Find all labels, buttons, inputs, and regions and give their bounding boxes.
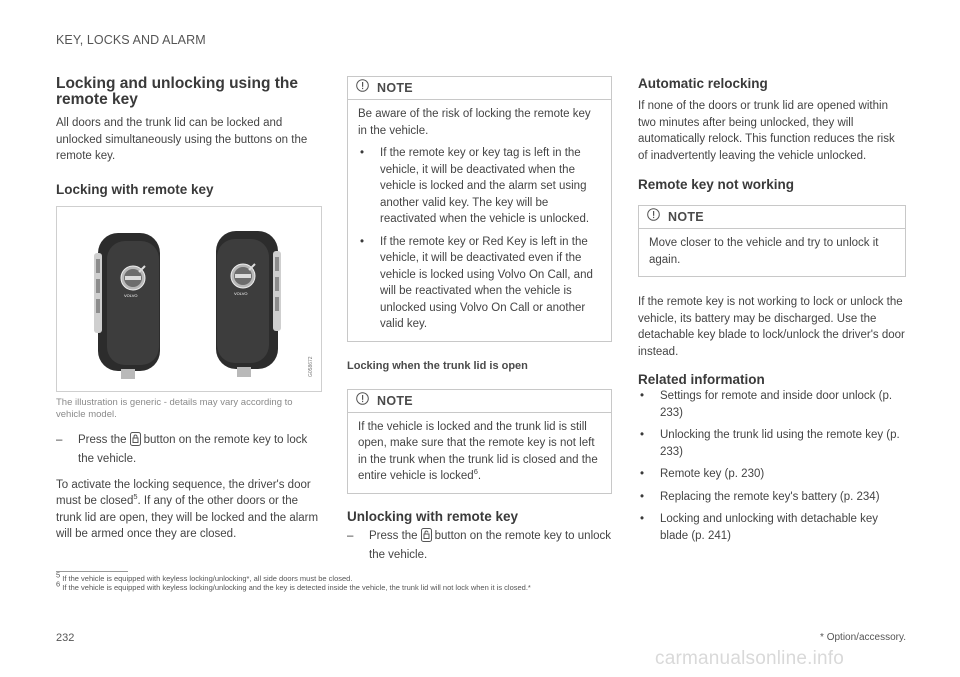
note-warning-icon	[647, 208, 660, 226]
note-text: Move closer to the vehicle and try to unlock it again.	[649, 237, 879, 266]
subheading-locking: Locking with remote key	[56, 181, 214, 197]
footnote-ref-5: 5	[133, 492, 138, 502]
auto-relock-text: If none of the doors or trunk lid are opened within two minutes after being unlocked, they will automatically relock. This function reduces the risk of inadvertently leaving the vehicle unlocked.	[638, 100, 895, 162]
note-header	[348, 77, 611, 100]
note-header	[639, 206, 905, 229]
footnote-6	[56, 579, 916, 592]
footnotes	[56, 570, 916, 592]
related-item[interactable]: • Locking and unlocking with detachable key blade (p. 241)	[638, 511, 906, 544]
locking-text-part2: . If any of the other doors or the trunk lid are open, they will be locked and the alarm will be armed once they are closed.	[56, 495, 319, 540]
remote-key-illustration	[56, 206, 322, 392]
note-box-3	[638, 205, 906, 277]
subheading-related: Related information	[638, 372, 765, 387]
page-header: KEY, LOCKS AND ALARM	[56, 33, 206, 47]
figure-code: G058672	[308, 355, 314, 377]
step-dash: –	[56, 433, 63, 446]
unlock-step-prefix: Press the	[369, 529, 418, 542]
note-title: NOTE	[377, 393, 413, 408]
footnote-text: If the vehicle is equipped with keyless locking/unlocking*, all side doors must be closed.	[62, 574, 353, 583]
note-body	[348, 413, 611, 493]
related-link[interactable]: Locking and unlocking with detachable key blade (p. 241)	[660, 513, 879, 542]
key-not-working-text: If the remote key is not working to lock or unlock the vehicle, its battery may be discharged. Use the detachable key blade to lock/unlock the driver's door instead.	[638, 296, 905, 358]
key-emblem-right: VOLVO	[234, 290, 248, 296]
related-list	[638, 388, 906, 544]
note-bullet-text: If the remote key or Red Key is left in the vehicle, it will be deactivated even if the vehicle is locked using Volvo On Call, and will be reactivated when the vehicle is unlocked using Volvo On Call or another valid key.	[380, 235, 593, 330]
unlock-step-text	[369, 528, 612, 564]
note-bullet: • If the remote key or key tag is left in the vehicle, it will be deactivated when the vehicle is locked and the alarm set using another valid key. The key will be reactivated when the vehicle is unlocked.	[358, 145, 601, 228]
lock-step-prefix: Press the	[78, 433, 127, 446]
subheading-key-not-working: Remote key not working	[638, 177, 795, 192]
option-accessory-note: * Option/accessory.	[820, 632, 906, 643]
note-body	[639, 229, 905, 276]
column-3	[638, 76, 906, 544]
related-item[interactable]: • Remote key (p. 230)	[638, 466, 906, 483]
locking-text-part1: To activate the locking sequence, the driver's door must be closed	[56, 478, 311, 507]
related-link[interactable]: Remote key (p. 230)	[660, 468, 765, 480]
lock-key-icon	[130, 432, 141, 452]
related-link[interactable]: Settings for remote and inside door unlock (p. 233)	[660, 390, 893, 419]
note-text: Be aware of the risk of locking the remote key in the vehicle.	[358, 108, 591, 137]
subheading-auto-relock: Automatic relocking	[638, 76, 768, 91]
lock-step-suffix: button on the remote key to lock the vehicle.	[78, 433, 308, 465]
column-2	[347, 76, 612, 564]
related-link[interactable]: Unlocking the trunk lid using the remote key (p. 233)	[660, 429, 900, 458]
note-bullet: • If the remote key or Red Key is left in the vehicle, it will be deactivated even if the vehicle is locked using Volvo On Call, and will be reactivated when the vehicle is unlocked using Volvo On Call or another valid key.	[358, 234, 601, 333]
note-text	[358, 419, 601, 485]
footnote-5	[56, 570, 916, 583]
note-warning-icon	[356, 79, 369, 97]
note-header	[348, 390, 611, 413]
unlock-step	[347, 528, 612, 564]
note-text-main: If the vehicle is locked and the trunk lid is still open, make sure that the remote key is not left in the trunk when the trunk lid is closed and the entire vehicle is locked	[358, 420, 598, 482]
note-warning-icon	[356, 392, 369, 410]
note-box-1	[347, 76, 612, 342]
subheading-trunk-open: Locking when the trunk lid is open	[347, 359, 528, 372]
key-emblem-left: VOLVO	[124, 292, 138, 298]
lock-step-text	[78, 432, 324, 468]
watermark: carmanualsonline.info	[655, 648, 845, 669]
note-title: NOTE	[668, 210, 704, 224]
section-title: Locking and unlocking using the remote key	[56, 75, 298, 108]
unlock-key-icon	[421, 528, 432, 548]
footnote-ref-6: 6	[473, 467, 478, 477]
note-box-2	[347, 389, 612, 494]
note-title: NOTE	[377, 81, 413, 95]
page-number: 232	[56, 632, 75, 644]
related-link[interactable]: Replacing the remote key's battery (p. 234)	[660, 490, 880, 503]
footnote-divider	[56, 571, 128, 572]
column-1	[56, 76, 324, 543]
figure-caption: The illustration is generic - details may vary according to vehicle model.	[56, 396, 293, 420]
unlock-step-suffix: button on the remote key to unlock the vehicle.	[369, 529, 612, 561]
note-bullet-text: If the remote key or key tag is left in the vehicle, it will be deactivated when the vehicle is locked and the alarm set using another valid key. The key will be reactivated when the vehicle is unlocked.	[380, 147, 590, 225]
locking-sequence-text	[56, 477, 324, 543]
remote-key-drawing	[57, 207, 321, 391]
related-item[interactable]: • Replacing the remote key's battery (p. 234)	[638, 489, 906, 506]
note-body	[348, 100, 611, 341]
lock-step	[56, 432, 324, 468]
footnote-number: 6	[56, 579, 61, 589]
footnote-text: If the vehicle is equipped with keyless locking/unlocking and the key is detected inside the vehicle, the trunk lid will not lock when it is closed.*	[62, 583, 531, 592]
step-dash: –	[347, 529, 354, 542]
related-item[interactable]: • Unlocking the trunk lid using the remote key (p. 233)	[638, 427, 906, 460]
footnote-number: 5	[56, 570, 61, 580]
intro-text: All doors and the trunk lid can be locked and unlocked simultaneously using the buttons on the remote key.	[56, 117, 308, 162]
related-item[interactable]: • Settings for remote and inside door unlock (p. 233)	[638, 388, 906, 421]
note-text-end: .	[477, 470, 482, 482]
subheading-unlocking: Unlocking with remote key	[347, 508, 519, 524]
